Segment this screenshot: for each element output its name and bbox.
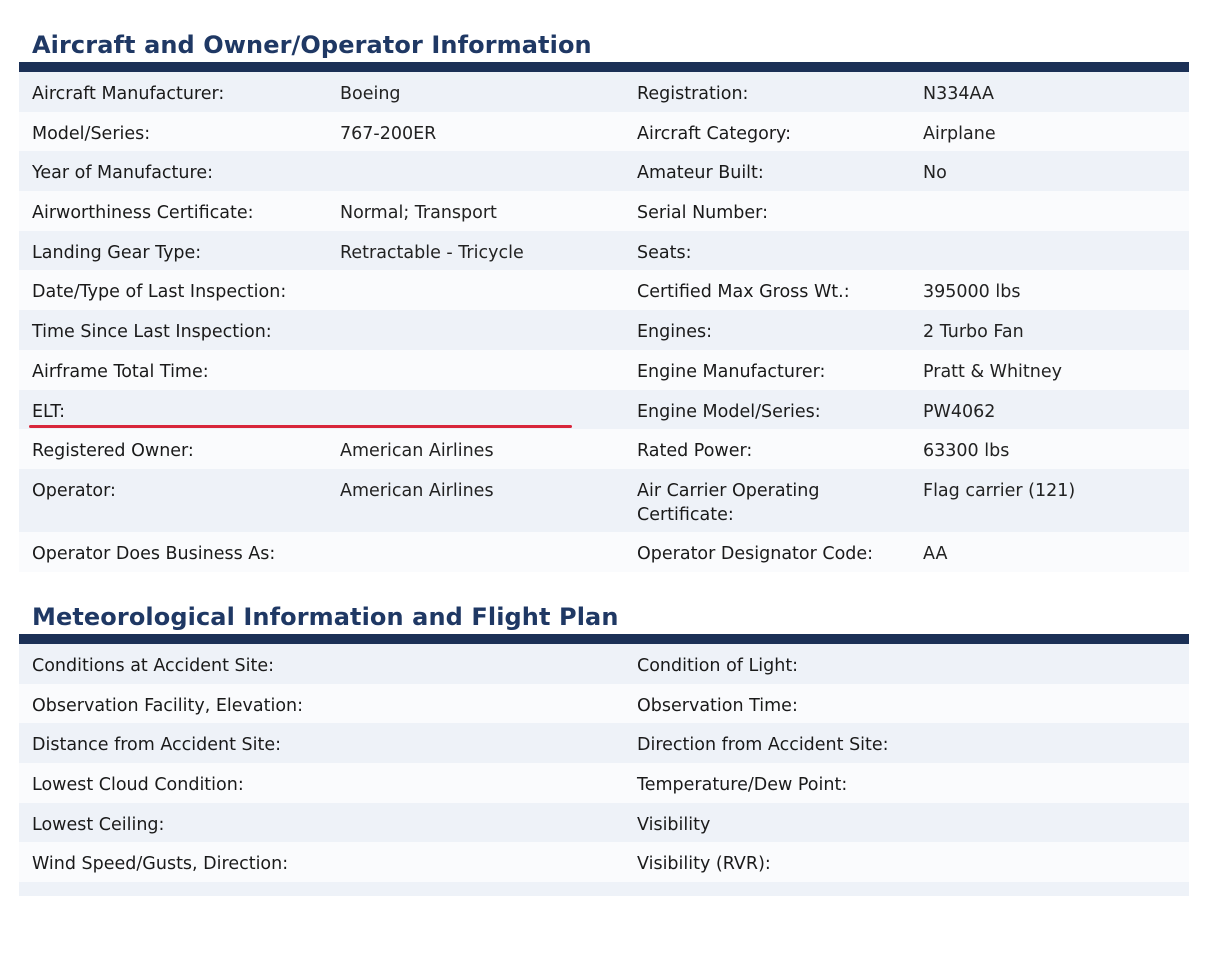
field-label: Amateur Built: bbox=[637, 163, 764, 184]
field-label: Engines: bbox=[637, 322, 712, 343]
table-row bbox=[19, 469, 1189, 532]
section-header-bar bbox=[19, 62, 1189, 72]
field-label: Conditions at Accident Site: bbox=[32, 656, 274, 676]
section-header-bar bbox=[19, 634, 1189, 644]
field-label: Aircraft Category: bbox=[637, 123, 792, 144]
field-label: Year of Manufacture: bbox=[32, 163, 213, 184]
field-label: Landing Gear Type: bbox=[32, 242, 202, 263]
table-row bbox=[19, 350, 1189, 390]
field-label: Visibility bbox=[637, 814, 711, 835]
field-label: Visibility (RVR): bbox=[637, 854, 771, 875]
red-underline-annotation bbox=[29, 425, 572, 428]
table-row bbox=[19, 842, 1189, 882]
field-value: 63300 lbs bbox=[923, 441, 1010, 462]
field-value: Boeing bbox=[340, 84, 401, 104]
field-label: Operator Designator Code: bbox=[637, 543, 874, 564]
field-label: Direction from Accident Site: bbox=[637, 735, 889, 756]
table-row bbox=[19, 723, 1189, 763]
table-row bbox=[19, 684, 1189, 724]
field-value: AA bbox=[923, 543, 948, 564]
section-title-meteorological: Meteorological Information and Flight Plan bbox=[32, 603, 619, 631]
field-label: Certified Max Gross Wt.: bbox=[637, 282, 850, 303]
table-row bbox=[19, 191, 1189, 231]
field-label: Distance from Accident Site: bbox=[32, 735, 282, 756]
field-value: American Airlines bbox=[340, 441, 494, 462]
table-row bbox=[19, 429, 1189, 469]
field-label: Airframe Total Time: bbox=[32, 361, 209, 382]
field-value: PW4062 bbox=[923, 401, 996, 422]
table-row bbox=[19, 310, 1189, 350]
table-row bbox=[19, 532, 1189, 572]
field-value: American Airlines bbox=[340, 480, 494, 501]
field-label: Time Since Last Inspection: bbox=[32, 322, 272, 343]
table-row bbox=[19, 390, 1189, 430]
table-row bbox=[19, 803, 1189, 843]
field-label: Condition of Light: bbox=[637, 656, 799, 676]
field-value: Retractable - Tricycle bbox=[340, 242, 524, 263]
field-value: Pratt & Whitney bbox=[923, 361, 1062, 382]
field-label: Engine Manufacturer: bbox=[637, 361, 826, 382]
table-row bbox=[19, 112, 1189, 152]
field-label: Lowest Cloud Condition: bbox=[32, 775, 244, 796]
field-label: Lowest Ceiling: bbox=[32, 814, 165, 835]
table-footer-spacer bbox=[19, 882, 1189, 896]
table-row bbox=[19, 763, 1189, 803]
meteorological-info-table bbox=[19, 644, 1189, 896]
field-value: Normal; Transport bbox=[340, 203, 497, 224]
field-label: Observation Facility, Elevation: bbox=[32, 695, 304, 716]
field-value: No bbox=[923, 163, 947, 184]
field-label: Registration: bbox=[637, 84, 749, 104]
field-label: Model/Series: bbox=[32, 123, 151, 144]
table-row bbox=[19, 270, 1189, 310]
field-label: Air Carrier Operating Certificate: bbox=[637, 480, 820, 525]
field-label: Serial Number: bbox=[637, 203, 768, 224]
field-value: 2 Turbo Fan bbox=[923, 322, 1024, 343]
field-label: Seats: bbox=[637, 242, 692, 263]
field-value: Airplane bbox=[923, 123, 996, 144]
field-label: ELT: bbox=[32, 401, 66, 422]
field-label: Observation Time: bbox=[637, 695, 798, 716]
field-label: Rated Power: bbox=[637, 441, 753, 462]
field-label: Temperature/Dew Point: bbox=[637, 775, 848, 796]
field-label: Aircraft Manufacturer: bbox=[32, 84, 225, 104]
field-label: Airworthiness Certificate: bbox=[32, 203, 254, 224]
table-row bbox=[19, 644, 1189, 684]
field-label: Operator: bbox=[32, 480, 116, 501]
section-title-aircraft: Aircraft and Owner/Operator Information bbox=[32, 31, 592, 59]
field-value: 395000 lbs bbox=[923, 282, 1021, 303]
field-value: 767-200ER bbox=[340, 123, 437, 144]
table-row bbox=[19, 72, 1189, 112]
field-label: Date/Type of Last Inspection: bbox=[32, 282, 287, 303]
aircraft-info-table bbox=[19, 72, 1189, 572]
field-label: Engine Model/Series: bbox=[637, 401, 821, 422]
field-value: N334AA bbox=[923, 84, 994, 104]
field-label: Operator Does Business As: bbox=[32, 543, 276, 564]
field-label: Wind Speed/Gusts, Direction: bbox=[32, 854, 289, 875]
field-value: Flag carrier (121) bbox=[923, 480, 1076, 501]
table-row bbox=[19, 151, 1189, 191]
field-label: Registered Owner: bbox=[32, 441, 194, 462]
table-row bbox=[19, 231, 1189, 271]
